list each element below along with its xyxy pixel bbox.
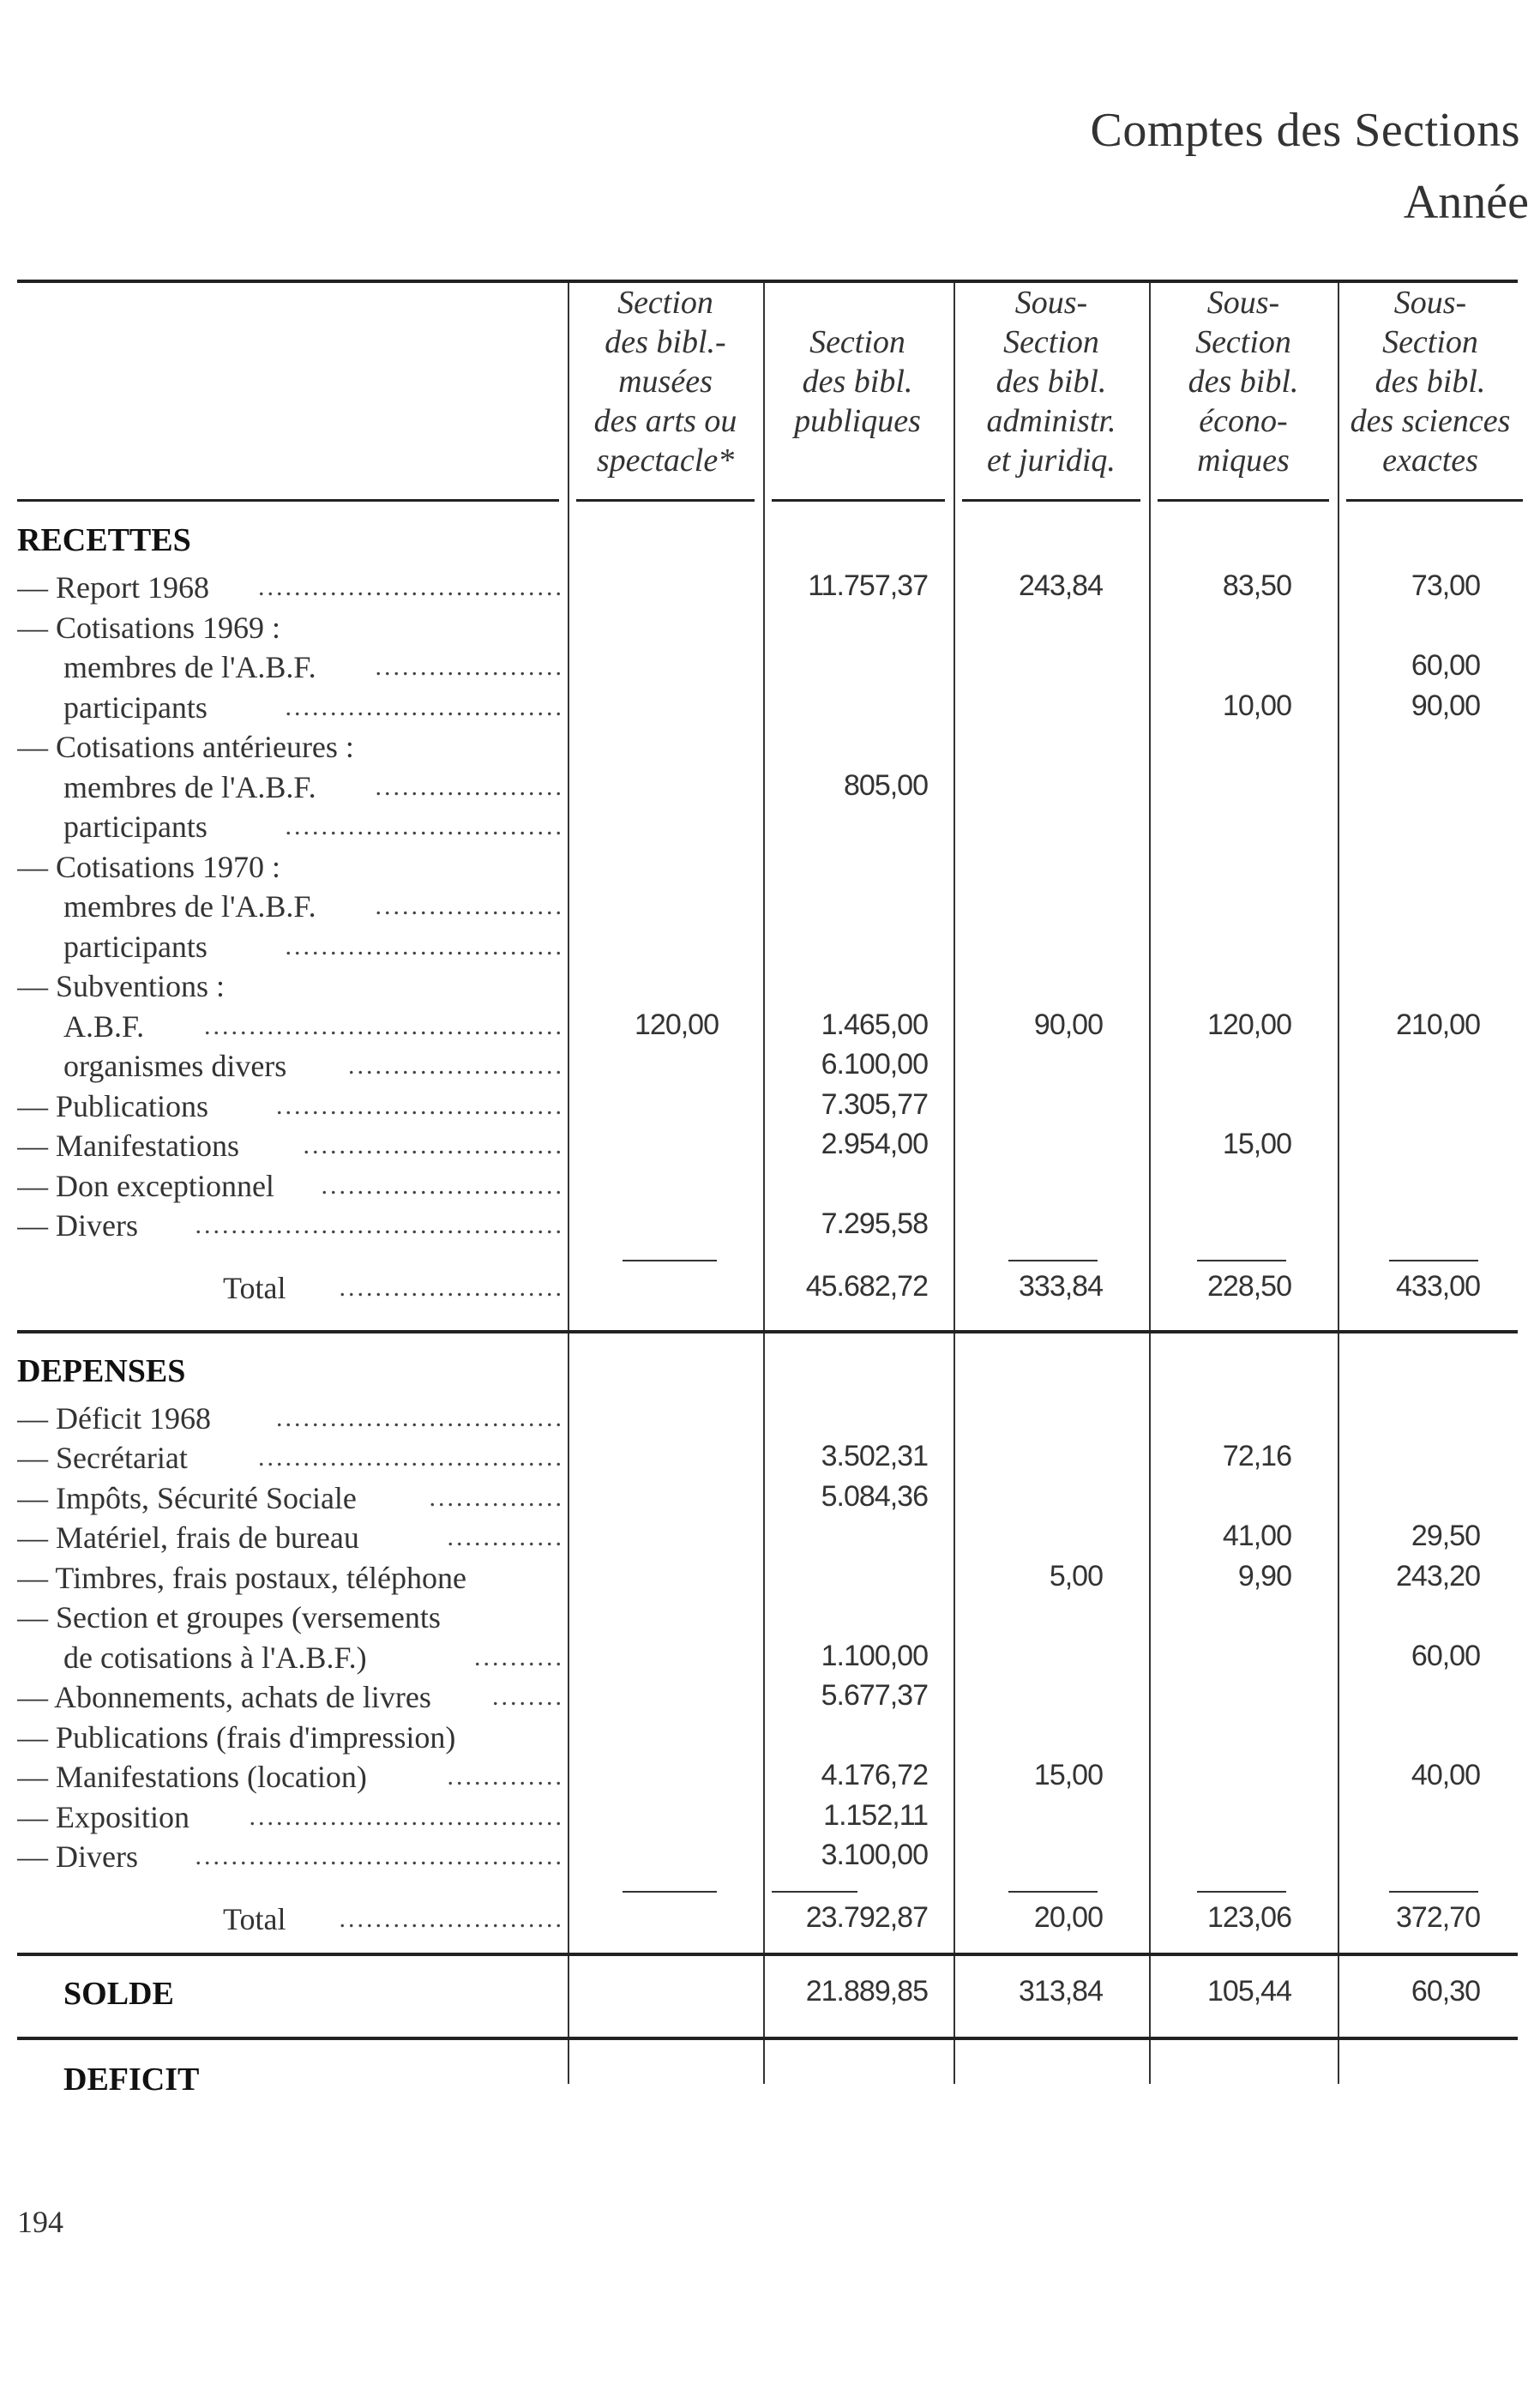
subtotal-rule	[1389, 1260, 1478, 1261]
subtotal-rule	[772, 1891, 857, 1893]
cell-value: 60,00	[1411, 649, 1480, 682]
column-header	[1153, 283, 1333, 480]
subtotal-rule	[1197, 1891, 1286, 1893]
row-label: — Impôts, Sécurité Sociale	[17, 1480, 357, 1515]
dot-leader: ...................................	[249, 1802, 564, 1831]
cell-value: 243,84	[1019, 569, 1103, 602]
column-header-line: Section	[617, 285, 713, 321]
column-header-line: des bibl.	[1188, 364, 1299, 400]
dot-leader: .............	[447, 1762, 564, 1791]
row-label: — Manifestations	[17, 1129, 239, 1163]
dot-leader: ..................................	[258, 573, 564, 601]
row-label: — Subventions :	[17, 969, 226, 1003]
column-header-line: administr.	[986, 403, 1116, 439]
cell-value: 72,16	[1222, 1440, 1291, 1472]
row-label: — Cotisations 1970 :	[17, 849, 281, 884]
column-header	[1336, 283, 1525, 480]
total-value: 20,00	[1033, 1900, 1103, 1934]
cell-value: 1.465,00	[821, 1008, 928, 1041]
dot-leader: ...............................	[285, 692, 564, 721]
cell-value: 29,50	[1411, 1520, 1480, 1552]
header-bottom-rule	[962, 499, 1140, 502]
subtotal-rule	[1008, 1891, 1098, 1893]
row-label: — Exposition	[17, 1799, 190, 1834]
dot-leader: .........................	[339, 1904, 564, 1933]
row-label: — Manifestations (location)	[17, 1760, 367, 1794]
total-label: Total	[223, 1270, 286, 1305]
column-header-line: Section	[1003, 324, 1099, 360]
cell-value: 5,00	[1049, 1559, 1103, 1592]
dot-leader: .....................	[375, 892, 564, 920]
dot-leader: .........................	[339, 1273, 564, 1302]
header-bottom-rule	[1346, 499, 1523, 502]
page-number: 194	[17, 2205, 63, 2239]
dot-leader: .....................	[375, 653, 564, 681]
cell-value: 6.100,00	[821, 1048, 928, 1081]
dot-leader: .....................	[375, 772, 564, 801]
section-rule	[17, 1953, 1518, 1956]
dot-leader: .........................................	[195, 1211, 564, 1239]
row-label: — Cotisations antérieures :	[17, 730, 354, 764]
total-value: 372,70	[1396, 1900, 1480, 1934]
column-header	[961, 283, 1141, 480]
column-divider	[953, 283, 955, 2084]
cell-value: 11.757,37	[808, 569, 928, 602]
page-title: Comptes des Sections	[1090, 104, 1520, 157]
column-divider	[1149, 283, 1151, 2084]
row-label: — Matériel, frais de bureau	[17, 1520, 359, 1555]
row-label: — Publications	[17, 1088, 208, 1123]
cell-value: 83,50	[1222, 569, 1291, 602]
cell-value: 15,00	[1222, 1128, 1291, 1160]
column-header-line: Section	[809, 324, 905, 360]
dot-leader: .............................	[303, 1131, 564, 1159]
header-bottom-rule	[1158, 499, 1329, 502]
row-label: — Don exceptionnel	[17, 1168, 274, 1203]
dot-leader: ..................................	[258, 1443, 564, 1472]
cell-value: 9,90	[1237, 1559, 1291, 1592]
total-value: 45.682,72	[805, 1269, 928, 1303]
cell-value: 210,00	[1396, 1008, 1480, 1041]
subtotal-rule	[1008, 1260, 1098, 1261]
column-header-line: des bibl.	[1375, 364, 1486, 400]
column-header-line: miques	[1197, 442, 1290, 479]
deficit-label: DEFICIT	[63, 2061, 200, 2098]
row-label: — Timbres, frais postaux, téléphone	[17, 1560, 466, 1595]
column-header-line: des sciences	[1350, 403, 1511, 439]
row-label: membres de l'A.B.F.	[63, 769, 316, 804]
dot-leader: ..........	[474, 1642, 564, 1671]
solde-value: 105,44	[1207, 1974, 1291, 2008]
cell-value: 243,20	[1396, 1559, 1480, 1592]
cell-value: 10,00	[1222, 689, 1291, 722]
row-label: organismes divers	[63, 1049, 287, 1083]
cell-value: 3.502,31	[821, 1440, 928, 1472]
row-label: participants	[63, 689, 208, 725]
dot-leader: ...........................	[321, 1171, 564, 1200]
total-value: 433,00	[1396, 1269, 1480, 1303]
dot-leader: ...............	[429, 1483, 564, 1512]
subtotal-rule	[1197, 1260, 1286, 1261]
column-header-line: exactes	[1382, 442, 1478, 479]
column-header-line: Sous-	[1393, 285, 1467, 321]
column-header-line: des bibl.	[802, 364, 913, 400]
column-header	[567, 283, 764, 480]
column-header-line: Section	[1382, 324, 1478, 360]
subtotal-rule	[623, 1891, 717, 1893]
dot-leader: ................................	[276, 1091, 564, 1120]
total-value: 23.792,87	[805, 1900, 928, 1934]
solde-value: 21.889,85	[805, 1974, 928, 2008]
column-header-line: des bibl.	[996, 364, 1107, 400]
page-subtitle: Année	[1403, 176, 1529, 229]
recettes-heading: RECETTES	[17, 522, 191, 558]
column-header-line: spectacle*	[596, 442, 735, 479]
column-header	[767, 322, 947, 441]
total-value: 228,50	[1207, 1269, 1291, 1303]
cell-value: 90,00	[1411, 689, 1480, 722]
row-label: — Secrétariat	[17, 1441, 188, 1475]
cell-value: 5.084,36	[821, 1479, 928, 1513]
dot-leader: ...............................	[285, 931, 564, 960]
column-header-line: Section	[1195, 324, 1291, 360]
cell-value: 4.176,72	[821, 1759, 928, 1791]
column-divider	[763, 283, 765, 2084]
column-header-line: publiques	[794, 403, 921, 439]
cell-value: 805,00	[844, 768, 928, 802]
total-label: Total	[223, 1901, 286, 1936]
header-bottom-rule	[772, 499, 945, 502]
cell-value: 41,00	[1222, 1520, 1291, 1552]
dot-leader: ................................	[276, 1403, 564, 1432]
column-divider	[568, 283, 569, 2084]
subtotal-rule	[1389, 1891, 1478, 1893]
cell-value: 40,00	[1411, 1759, 1480, 1791]
subtotal-rule	[623, 1260, 717, 1261]
row-label: — Cotisations 1969 :	[17, 610, 281, 645]
column-header-line: des bibl.-	[605, 324, 726, 360]
header-bottom-rule	[576, 499, 755, 502]
cell-value: 2.954,00	[821, 1128, 928, 1160]
dot-leader: ........	[492, 1683, 564, 1711]
cell-value: 60,00	[1411, 1639, 1480, 1672]
solde-value: 60,30	[1411, 1974, 1480, 2008]
row-label: A.B.F.	[63, 1008, 145, 1044]
cell-value: 73,00	[1411, 569, 1480, 602]
dot-leader: ........................................	[204, 1011, 564, 1040]
cell-value: 7.295,58	[821, 1207, 928, 1240]
dot-leader: ...............................	[285, 812, 564, 840]
row-label: participants	[63, 810, 208, 844]
column-divider	[1338, 283, 1339, 2084]
solde-label: SOLDE	[63, 1975, 174, 2012]
row-label: membres de l'A.B.F.	[63, 889, 316, 924]
row-label: — Report 1968	[17, 570, 209, 605]
row-label: participants	[63, 929, 208, 964]
row-label: — Publications (frais d'impression)	[17, 1719, 456, 1755]
total-value: 123,06	[1207, 1900, 1291, 1934]
solde-value: 313,84	[1019, 1974, 1103, 2008]
cell-value: 120,00	[1207, 1008, 1291, 1041]
column-header-line: et juridiq.	[987, 442, 1116, 479]
column-header-line: des arts ou	[593, 403, 737, 439]
dot-leader: .........................................	[195, 1842, 564, 1870]
row-label: — Divers	[17, 1208, 138, 1243]
dot-leader: .............	[447, 1523, 564, 1551]
column-header-line: Sous-	[1206, 285, 1280, 321]
row-label: membres de l'A.B.F.	[63, 650, 316, 684]
cell-value: 7.305,77	[821, 1087, 928, 1121]
total-value: 333,84	[1019, 1269, 1103, 1303]
cell-value: 90,00	[1033, 1008, 1103, 1041]
row-label: de cotisations à l'A.B.F.)	[63, 1640, 367, 1675]
row-label: — Divers	[17, 1839, 138, 1874]
column-header-line: écono-	[1199, 403, 1288, 439]
row-label: — Déficit 1968	[17, 1400, 211, 1436]
dot-leader: ........................	[348, 1051, 564, 1080]
section-rule	[17, 2037, 1518, 2040]
column-header-line: musées	[618, 364, 713, 400]
column-header-line: Sous-	[1014, 285, 1088, 321]
depenses-heading: DEPENSES	[17, 1352, 186, 1389]
cell-value: 120,00	[635, 1008, 719, 1041]
cell-value: 15,00	[1033, 1759, 1103, 1791]
cell-value: 1.152,11	[823, 1798, 928, 1832]
row-label: — Abonnements, achats de livres	[17, 1680, 431, 1714]
cell-value: 5.677,37	[821, 1679, 928, 1712]
cell-value: 3.100,00	[821, 1839, 928, 1871]
header-bottom-rule	[17, 499, 559, 502]
row-label: — Section et groupes (versements	[17, 1600, 441, 1634]
section-rule	[17, 1330, 1518, 1333]
cell-value: 1.100,00	[821, 1639, 928, 1672]
